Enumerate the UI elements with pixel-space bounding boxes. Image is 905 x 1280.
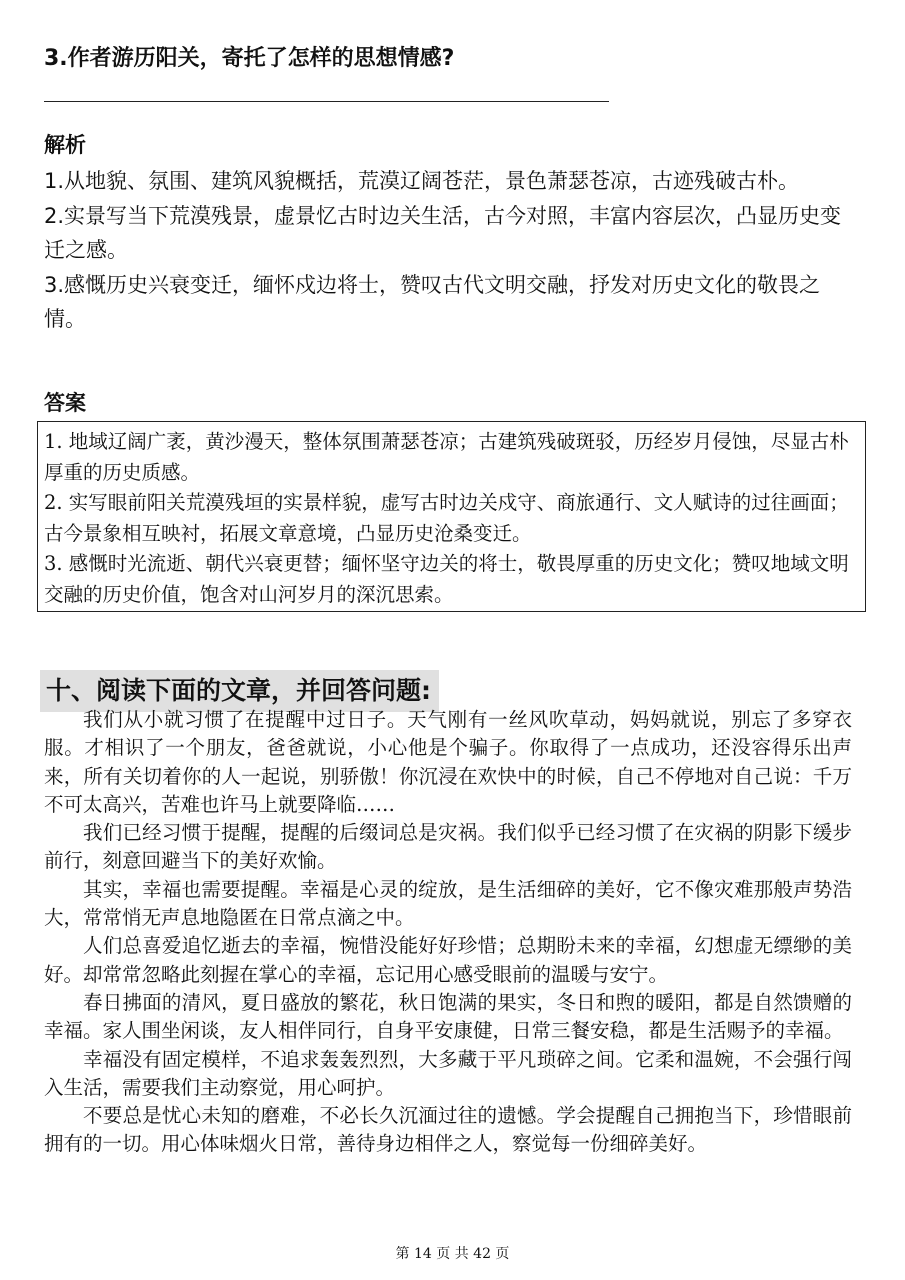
answer-heading: 答案	[44, 391, 86, 415]
article-paragraph: 人们总喜爱追忆逝去的幸福，惋惜没能好好珍惜；总期盼未来的幸福，幻想虚无缥缈的美好。却常常忽略此刻握在掌心的幸福，忘记用心感受眼前的温暖与安宁。	[44, 934, 852, 986]
article-paragraph: 其实，幸福也需要提醒。幸福是心灵的绽放，是生活细碎的美好，它不像灾难那般声势浩大，常常悄无声息地隐匿在日常点滴之中。	[44, 877, 852, 930]
page-footer: 第 14 页 共 42 页	[395, 1246, 510, 1262]
analysis-item: 1.从地貌、氛围、建筑风貌概括，荒漠辽阔苍茫，景色萧瑟苍凉，古迹残破古朴。	[44, 169, 800, 193]
analysis-item: 3.感慨历史兴衰变迁，缅怀戍边将士，赞叹古代文明交融，抒发对历史文化的敬畏之情。	[44, 272, 821, 331]
answer-box	[37, 421, 866, 612]
article-paragraph: 我们从小就习惯了在提醒中过日子。天气刚有一丝风吹草动，妈妈就说，别忘了多穿衣服。才相识了一个朋友，爸爸就说，小心他是个骗子。你取得了一点成功，还没容得乐出声来，所有关切着你的人一起说，别骄傲！你沉浸在欢快中的时候，自己不停地对自己说：千万不可太高兴，苦难也许马上就要降临……	[44, 708, 852, 816]
analysis-heading: 解析	[44, 133, 86, 157]
answer-item: 2. 实写眼前阳关荒漠残垣的实景样貌，虚写古时边关戍守、商旅通行、文人赋诗的过往画面；古今景象相互映衬，拓展文章意境，凸显历史沧桑变迁。	[44, 491, 849, 545]
answer-item: 3. 感慨时光流逝、朝代兴衰更替；缅怀坚守边关的将士，敬畏厚重的历史文化；赞叹地域文明交融的历史价值，饱含对山河岁月的深沉思索。	[44, 552, 849, 606]
article-paragraph: 我们已经习惯于提醒，提醒的后缀词总是灾祸。我们似乎已经习惯了在灾祸的阴影下缓步前行，刻意回避当下的美好欢愉。	[44, 821, 852, 873]
analysis-item: 2.实景写当下荒漠残景，虚景忆古时边关生活，古今对照，丰富内容层次，凸显历史变迁之感。	[44, 203, 842, 262]
answer-blank-line	[44, 101, 609, 102]
answer-list	[44, 427, 859, 611]
article-paragraph: 不要总是忧心未知的磨难，不必长久沉湎过往的遗憾。学会提醒自己拥抱当下，珍惜眼前拥有的一切。用心体味烟火日常，善待身边相伴之人，察觉每一份细碎美好。	[44, 1104, 852, 1156]
article-paragraph: 春日拂面的清风，夏日盛放的繁花，秋日饱满的果实，冬日和煦的暖阳，都是自然馈赠的幸福。家人围坐闲谈，友人相伴同行，自身平安康健，日常三餐安稳，都是生活赐予的幸福。	[44, 990, 852, 1043]
analysis-list	[44, 164, 859, 337]
article-paragraph: 幸福没有固定模样，不追求轰轰烈烈，大多藏于平凡琐碎之间。它柔和温婉，不会强行闯入生活，需要我们主动察觉，用心呵护。	[44, 1047, 852, 1099]
answer-item: 1. 地域辽阔广袤，黄沙漫天，整体氛围萧瑟苍凉；古建筑残破斑驳，历经岁月侵蚀，尽显古朴厚重的历史质感。	[44, 430, 849, 484]
question-text: 3.作者游历阳关，寄托了怎样的思想情感?	[44, 46, 455, 71]
article-body	[44, 706, 852, 1159]
section-title: 十、阅读下面的文章，并回答问题:	[40, 670, 439, 712]
